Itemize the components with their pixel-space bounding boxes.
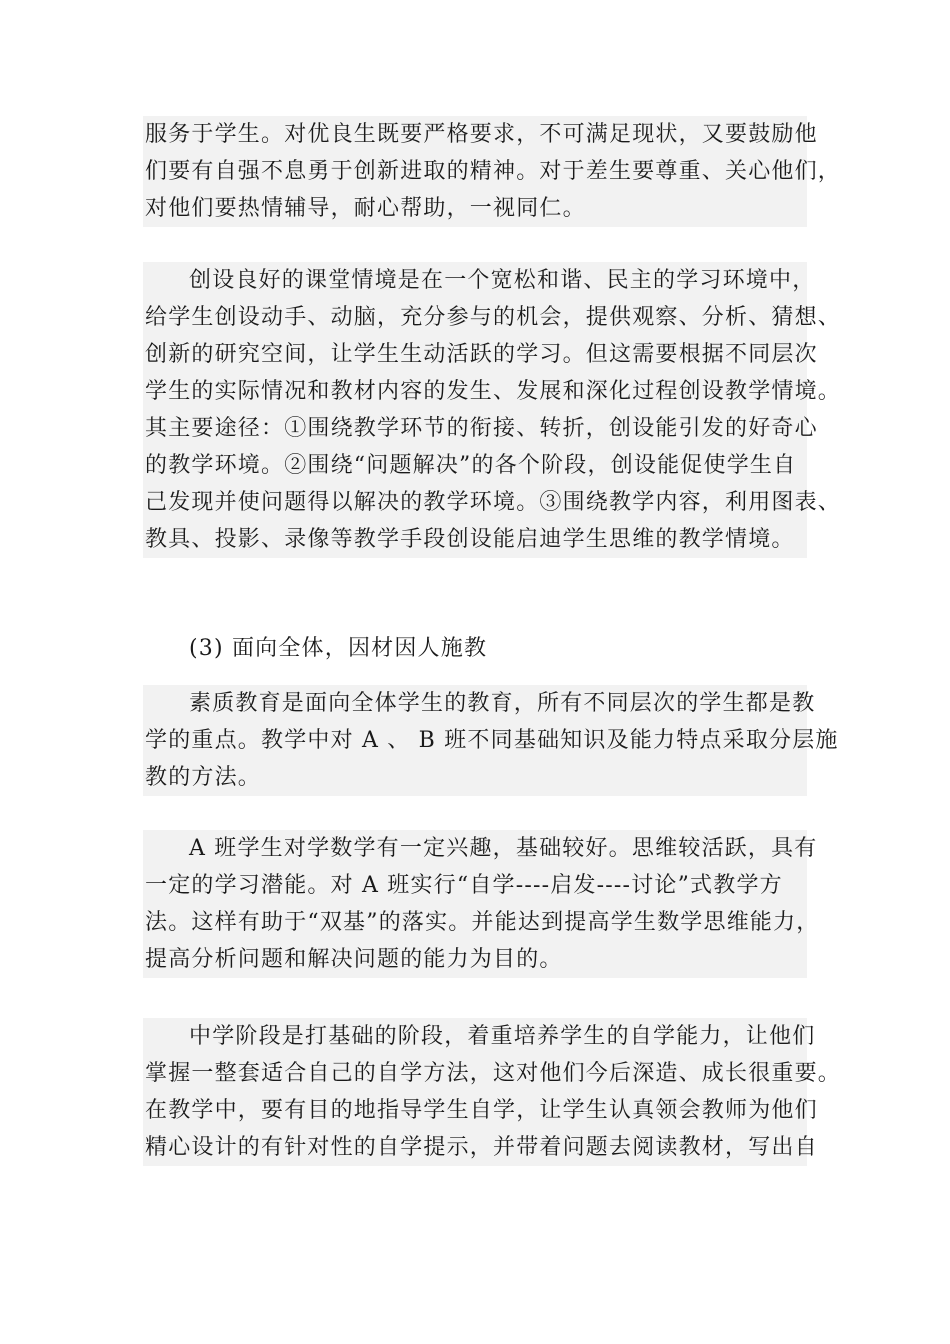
text-line: 在教学中，要有目的地指导学生自学，让学生认真领会教师为他们 (143, 1092, 807, 1129)
text-line: 对他们要热情辅导，耐心帮助，一视同仁。 (143, 190, 807, 227)
paragraph-1 (143, 116, 842, 227)
text-line: 创设良好的课堂情境是在一个宽松和谐、民主的学习环境中， (143, 262, 807, 299)
text-line: 掌握一整套适合自己的自学方法，这对他们今后深造、成长很重要。 (143, 1055, 807, 1092)
text-line: 一定的学习潜能。对 A 班实行“自学----启发----讨论”式教学方 (143, 867, 807, 904)
text-line: 中学阶段是打基础的阶段，着重培养学生的自学能力，让他们 (143, 1018, 807, 1055)
text-line: 学的重点。教学中对 A 、 B 班不同基础知识及能力特点采取分层施 (143, 722, 807, 759)
text-line: 己发现并使问题得以解决的教学环境。③围绕教学内容，利用图表、 (143, 484, 807, 521)
text-line: 创新的研究空间，让学生生动活跃的学习。但这需要根据不同层次 (143, 336, 807, 373)
section-heading (143, 630, 807, 667)
paragraph-4 (143, 830, 820, 978)
text-line: 给学生创设动手、动脑，充分参与的机会，提供观察、分析、猜想、 (143, 299, 807, 336)
text-line: 的教学环境。②围绕“问题解决”的各个阶段，创设能促使学生自 (143, 447, 807, 484)
paragraph-3 (143, 685, 839, 796)
text-line: 素质教育是面向全体学生的教育，所有不同层次的学生都是教 (143, 685, 807, 722)
paragraph-5 (143, 1018, 842, 1166)
paragraph-2 (143, 262, 842, 558)
text-line: 们要有自强不息勇于创新进取的精神。对于差生要尊重、关心他们， (143, 153, 807, 190)
text-line: 学生的实际情况和教材内容的发生、发展和深化过程创设教学情境。 (143, 373, 807, 410)
text-line: 法。这样有助于“双基”的落实。并能达到提高学生数学思维能力， (143, 904, 807, 941)
text-line: 提高分析问题和解决问题的能力为目的。 (143, 941, 807, 978)
text-line: 服务于学生。对优良生既要严格要求，不可满足现状，又要鼓励他 (143, 116, 807, 153)
text-line: A 班学生对学数学有一定兴趣，基础较好。思维较活跃，具有 (143, 830, 807, 867)
text-line: 其主要途径：①围绕教学环节的衔接、转折，创设能引发的好奇心 (143, 410, 807, 447)
text-line: 教的方法。 (143, 759, 807, 796)
text-line: 教具、投影、录像等教学手段创设能启迪学生思维的教学情境。 (143, 521, 807, 558)
text-line: 精心设计的有针对性的自学提示，并带着问题去阅读教材，写出自 (143, 1129, 807, 1166)
heading-text: (3) 面向全体，因材因人施教 (189, 636, 488, 661)
